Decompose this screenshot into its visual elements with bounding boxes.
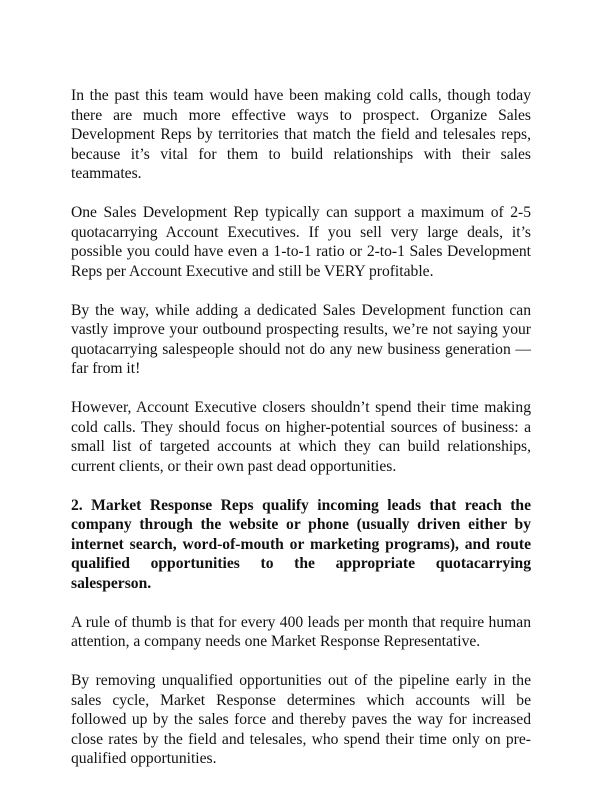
paragraph-by-the-way: By the way, while adding a dedicated Sales Development function can vastly improve your outbound prospecting results, we’re not saying your quotacarrying salespeople should not do any new business generation — far from it! — [71, 301, 531, 377]
paragraph-rule-of-thumb: A rule of thumb is that for every 400 leads per month that require human attention, a company needs one Market Response Representative. — [71, 613, 531, 650]
paragraph-cold-calls: In the past this team would have been making cold calls, though today there are much more effective ways to prospect. Organize Sales Development Reps by territories that match the field and telesales reps, because it’s vital for them to build relationships with their sales teammates. — [71, 87, 531, 182]
heading-market-response-reps: 2. Market Response Reps qualify incoming leads that reach the company through the website or phone (usually driven either by internet search, word-of-mouth or marketing programs), and route qualified opportunities to the appropriate quotacarrying salesperson. — [71, 496, 531, 592]
document-page — [71, 86, 531, 788]
paragraph-removing-unqualified: By removing unqualified opportunities out of the pipeline early in the sales cycle, Market Response determines which accounts will be followed up by the sales force and thereby paves the way for increased close rates by the field and telesales, who spend their time only on pre-qualified opportunities. — [71, 672, 531, 767]
paragraph-sdr-ratio: One Sales Development Rep typically can support a maximum of 2-5 quotacarrying Account Executives. If you sell very large deals, it’s possible you could have even a 1-to-1 ratio or 2-to-1 Sales Development Reps per Account Executive and still be VERY profitable. — [71, 204, 531, 280]
paragraph-account-executives: However, Account Executive closers shouldn’t spend their time making cold calls. They should focus on higher-potential sources of business: a small list of targeted accounts at which they can build relationships, current clients, or their own past dead opportunities. — [71, 399, 531, 475]
